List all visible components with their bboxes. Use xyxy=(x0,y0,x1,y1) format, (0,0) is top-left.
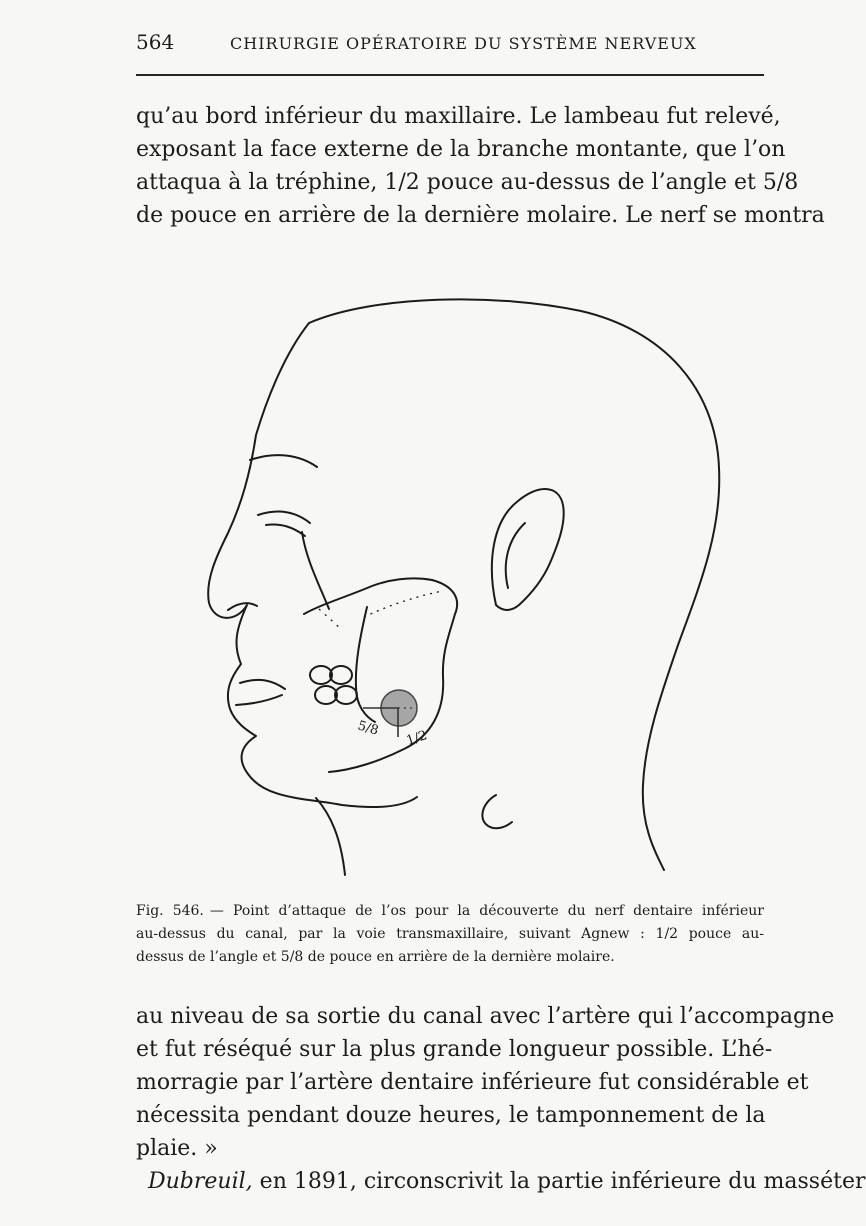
jaw-line xyxy=(304,578,457,772)
caption-line xyxy=(136,900,764,923)
header-rule xyxy=(136,74,764,76)
body-line: de pouce en arrière de la dernière molaire. Le nerf se montra xyxy=(136,203,825,228)
figure-caption xyxy=(136,900,764,969)
jaw-dotted-line xyxy=(319,609,341,629)
eye-line xyxy=(258,512,310,523)
tooth xyxy=(315,686,337,704)
anatomical-figure xyxy=(136,285,764,895)
teeth-group xyxy=(310,666,357,704)
letter-c-label: C xyxy=(477,802,497,832)
nose-wing xyxy=(228,603,257,610)
tooth xyxy=(310,666,332,684)
page-number: 564 xyxy=(136,30,175,54)
measure-label-5-8: 5/8 xyxy=(355,718,381,739)
body-line xyxy=(136,1165,866,1198)
body-line: exposant la face externe de la branche montante, que l’on xyxy=(136,137,786,162)
measure-label-1-2: 1/2 xyxy=(404,728,430,749)
ear-inner xyxy=(506,523,525,588)
chin-neck xyxy=(316,798,345,875)
head-profile-illustration xyxy=(136,285,764,895)
face-profile xyxy=(208,323,417,807)
body-line: plaie. » xyxy=(136,1136,218,1161)
body-line-text: en 1891, circonscrivit la partie inférieure du masséter xyxy=(259,1169,866,1194)
body-text-top xyxy=(136,100,825,232)
caption-line: au-dessus du canal, par la voie transmaxillaire, suivant Agnew : 1/2 pouce au- xyxy=(136,926,764,942)
lip-line xyxy=(240,680,285,689)
running-title: CHIRURGIE OPÉRATOIRE DU SYSTÈME NERVEUX xyxy=(230,34,697,53)
body-text-bottom xyxy=(136,1000,866,1198)
body-line: et fut réséqué sur la plus grande longueur possible. L’hé- xyxy=(136,1037,773,1062)
tooth xyxy=(335,686,357,704)
caption-line: dessus de l’angle et 5/8 de pouce en arrière de la dernière molaire. xyxy=(136,949,615,965)
bone-dotted-line xyxy=(364,591,442,617)
caption-text: — Point d’attaque de l’os pour la découverte du nerf dentaire inférieur xyxy=(209,903,764,919)
eye-lid xyxy=(266,524,305,536)
body-line: morragie par l’artère dentaire inférieure fut considérable et xyxy=(136,1070,809,1095)
page-header xyxy=(136,30,764,60)
brow-line xyxy=(250,455,317,467)
inner-jaw-line xyxy=(356,607,375,722)
figure-label: Fig. 546. xyxy=(136,903,204,919)
body-line: nécessita pendant douze heures, le tamponnement de la xyxy=(136,1103,766,1128)
tooth xyxy=(330,666,352,684)
cheek-line xyxy=(302,532,329,609)
body-line: au niveau de sa sortie du canal avec l’artère qui l’accompagne xyxy=(136,1004,835,1029)
author-name: Dubreuil, xyxy=(148,1169,253,1194)
mouth-corner xyxy=(236,695,282,705)
body-line: qu’au bord inférieur du maxillaire. Le lambeau fut relevé, xyxy=(136,104,781,129)
head-outline xyxy=(309,299,719,870)
ear-outline xyxy=(492,489,564,610)
body-line: attaqua à la tréphine, 1/2 pouce au-dessus de l’angle et 5/8 xyxy=(136,170,799,195)
